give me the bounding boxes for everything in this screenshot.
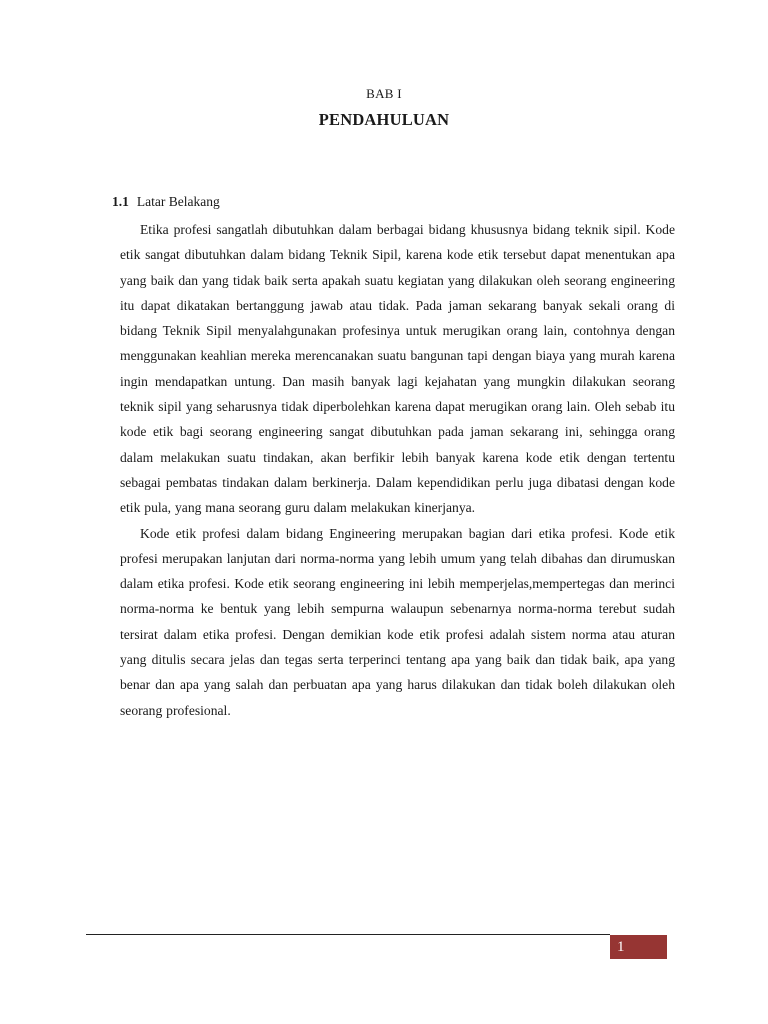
section-number: 1.1: [112, 194, 129, 209]
body-text: [120, 217, 675, 723]
paragraph-1: Etika profesi sangatlah dibutuhkan dalam berbagai bidang khususnya bidang teknik sipil. Kode etik sangat dibutuhkan dalam bidang Teknik Sipil, karena kode etik tersebut dapat menentukan apa yang baik dan yang tidak baik serta apakah suatu kegiatan yang dilakukan oleh seorang engineering itu dapat dikatakan bertanggung jawab atau tidak. Pada jaman sekarang banyak sekali orang di bidang Teknik Sipil menyalahgunakan profesinya untuk merugikan orang lain, contohnya dengan menggunakan keahlian mereka merencanakan suatu bangunan tapi dengan biaya yang murah karena ingin mendapatkan untung. Dan masih banyak lagi kejahatan yang mungkin dilakukan seorang teknik sipil yang seharusnya tidak diperbolehkan karena dapat merugikan orang lain. Oleh sebab itu kode etik bagi seorang engineering sangat dibutuhkan pada jaman sekarang ini, sehingga orang dalam melakukan suatu tindakan, akan berfikir lebih banyak karena kode etik dengan tertentu sebagai pembatas tindakan dalam berkinerja. Dalam kependidikan perlu juga dibatasi dengan kode etik pula, yang mana seorang guru dalam melakukan kinerjanya.: [120, 222, 675, 516]
chapter-label: BAB I: [366, 86, 402, 101]
section-title: Latar Belakang: [136, 194, 220, 209]
page-number: 1: [617, 939, 625, 955]
page-number-badge: [610, 935, 667, 959]
paragraph-2: Kode etik profesi dalam bidang Engineering merupakan bagian dari etika profesi. Kode etik profesi merupakan lanjutan dari norma-norma yang lebih umum yang telah dibahas dan dirumuskan dalam etika profesi. Kode etik seorang engineering ini lebih memperjelas,mempertegas dan merinci norma-norma ke bentuk yang lebih sempurna walaupun sebenarnya norma-norma terebut sudah tersirat dalam etika profesi. Dengan demikian kode etik profesi adalah sistem norma atau aturan yang ditulis secara jelas dan tegas serta terperinci tentang apa yang baik dan tidak baik, apa yang benar dan apa yang salah dan perbuatan apa yang harus dilakukan dan tidak boleh dilakukan oleh seorang profesional.: [120, 525, 675, 718]
footer-divider: [86, 934, 610, 935]
section-heading: [112, 194, 220, 210]
chapter-title: PENDAHULUAN: [318, 110, 450, 129]
